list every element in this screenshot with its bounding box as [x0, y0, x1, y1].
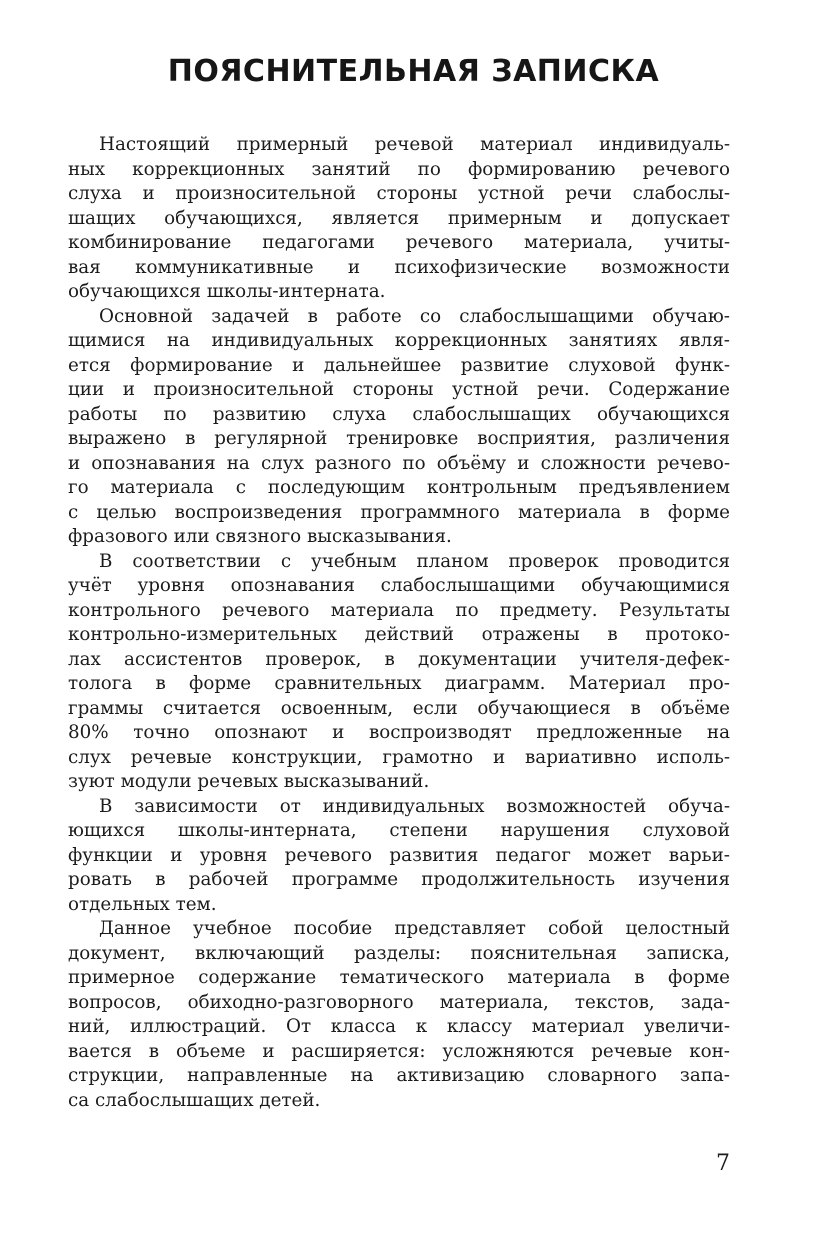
text-line: контрольного речевого материала по предмету. Результаты — [68, 599, 730, 621]
text-line: документ, включающий разделы: пояснительная записка, — [68, 942, 730, 964]
text-line: В соответствии с учебным планом проверок проводится — [99, 550, 730, 572]
text-line: вая коммуникативные и психофизические возможности — [68, 256, 730, 278]
text-line: 80% точно опознают и воспроизводят предложенные на — [68, 722, 730, 743]
body-text — [68, 133, 730, 1113]
page-number: 7 — [716, 1151, 730, 1176]
text-line: струкции, направленные на активизацию словарного запа- — [68, 1065, 730, 1086]
text-line: слуха и произносительной стороны устной речи слабослы- — [68, 183, 730, 204]
text-line: слух речевые конструкции, грамотно и вариативно исполь- — [68, 746, 730, 768]
paragraph-2 — [68, 305, 730, 550]
text-line: щимися на индивидуальных коррекционных занятиях явля- — [68, 330, 730, 351]
text-line: ющихся школы-интерната, степени нарушения слуховой — [68, 820, 730, 841]
text-line: граммы считается освоенным, если обучающиеся в объёме — [68, 697, 730, 719]
text-line: ции и произносительной стороны устной речи. Содержание — [68, 379, 730, 400]
text-line: функции и уровня речевого развития педагог может варьи- — [68, 844, 730, 866]
text-line: толога в форме сравнительных диаграмм. Материал про- — [68, 673, 730, 694]
text-line: контрольно-измерительных действий отражены в протоко- — [68, 624, 730, 645]
text-line: зуют модули речевых высказываний. — [68, 771, 430, 792]
text-line: Основной задачей в работе со слабослышащими обучаю- — [99, 305, 730, 327]
paragraph-4 — [68, 795, 730, 918]
text-line: ется формирование и дальнейшее развитие слуховой функ- — [68, 354, 730, 376]
text-line: В зависимости от индивидуальных возможностей обуча- — [99, 795, 730, 817]
paragraph-1 — [68, 133, 730, 305]
text-line: с целью воспроизведения программного материала в форме — [68, 501, 730, 523]
text-line: лах ассистентов проверок, в документации учителя-дефек- — [68, 648, 730, 670]
text-line: шащих обучающихся, является примерным и допускает — [68, 207, 730, 229]
text-line: работы по развитию слуха слабослышащих обучающихся — [68, 403, 730, 425]
text-line: ровать в рабочей программе продолжительность изучения — [68, 869, 730, 890]
text-line: го материала с последующим контрольным предъявлением — [68, 477, 730, 498]
text-line: вопросов, обиходно-разговорного материала, текстов, зада- — [68, 991, 730, 1013]
page-title: ПОЯСНИТЕЛЬНАЯ ЗАПИСКА — [167, 54, 660, 89]
text-line: фразового или связного высказывания. — [68, 526, 452, 547]
text-line: ных коррекционных занятий по формированию речевого — [68, 158, 730, 180]
paragraph-3 — [68, 550, 730, 795]
paragraph-5 — [68, 917, 730, 1113]
text-line: вается в объеме и расширяется: усложняются речевые кон- — [68, 1040, 730, 1062]
text-line: комбинирование педагогами речевого материала, учиты- — [68, 232, 730, 253]
text-line: са слабослышащих детей. — [68, 1089, 321, 1111]
text-line: отдельных тем. — [68, 893, 217, 915]
text-line: выражено в регулярной тренировке восприятия, различения — [68, 428, 730, 449]
text-line: примерное содержание тематического материала в форме — [68, 967, 730, 988]
text-line: учёт уровня опознавания слабослышащими обучающимися — [68, 575, 730, 596]
text-line: ний, иллюстраций. От класса к классу материал увеличи- — [68, 1016, 730, 1037]
text-line: Настоящий примерный речевой материал индивидуаль- — [99, 134, 730, 155]
text-line: и опознавания на слух разного по объёму и сложности речево- — [68, 452, 730, 474]
text-line: обучающихся школы-интерната. — [68, 281, 386, 302]
text-line: Данное учебное пособие представляет собой целостный — [99, 918, 730, 939]
